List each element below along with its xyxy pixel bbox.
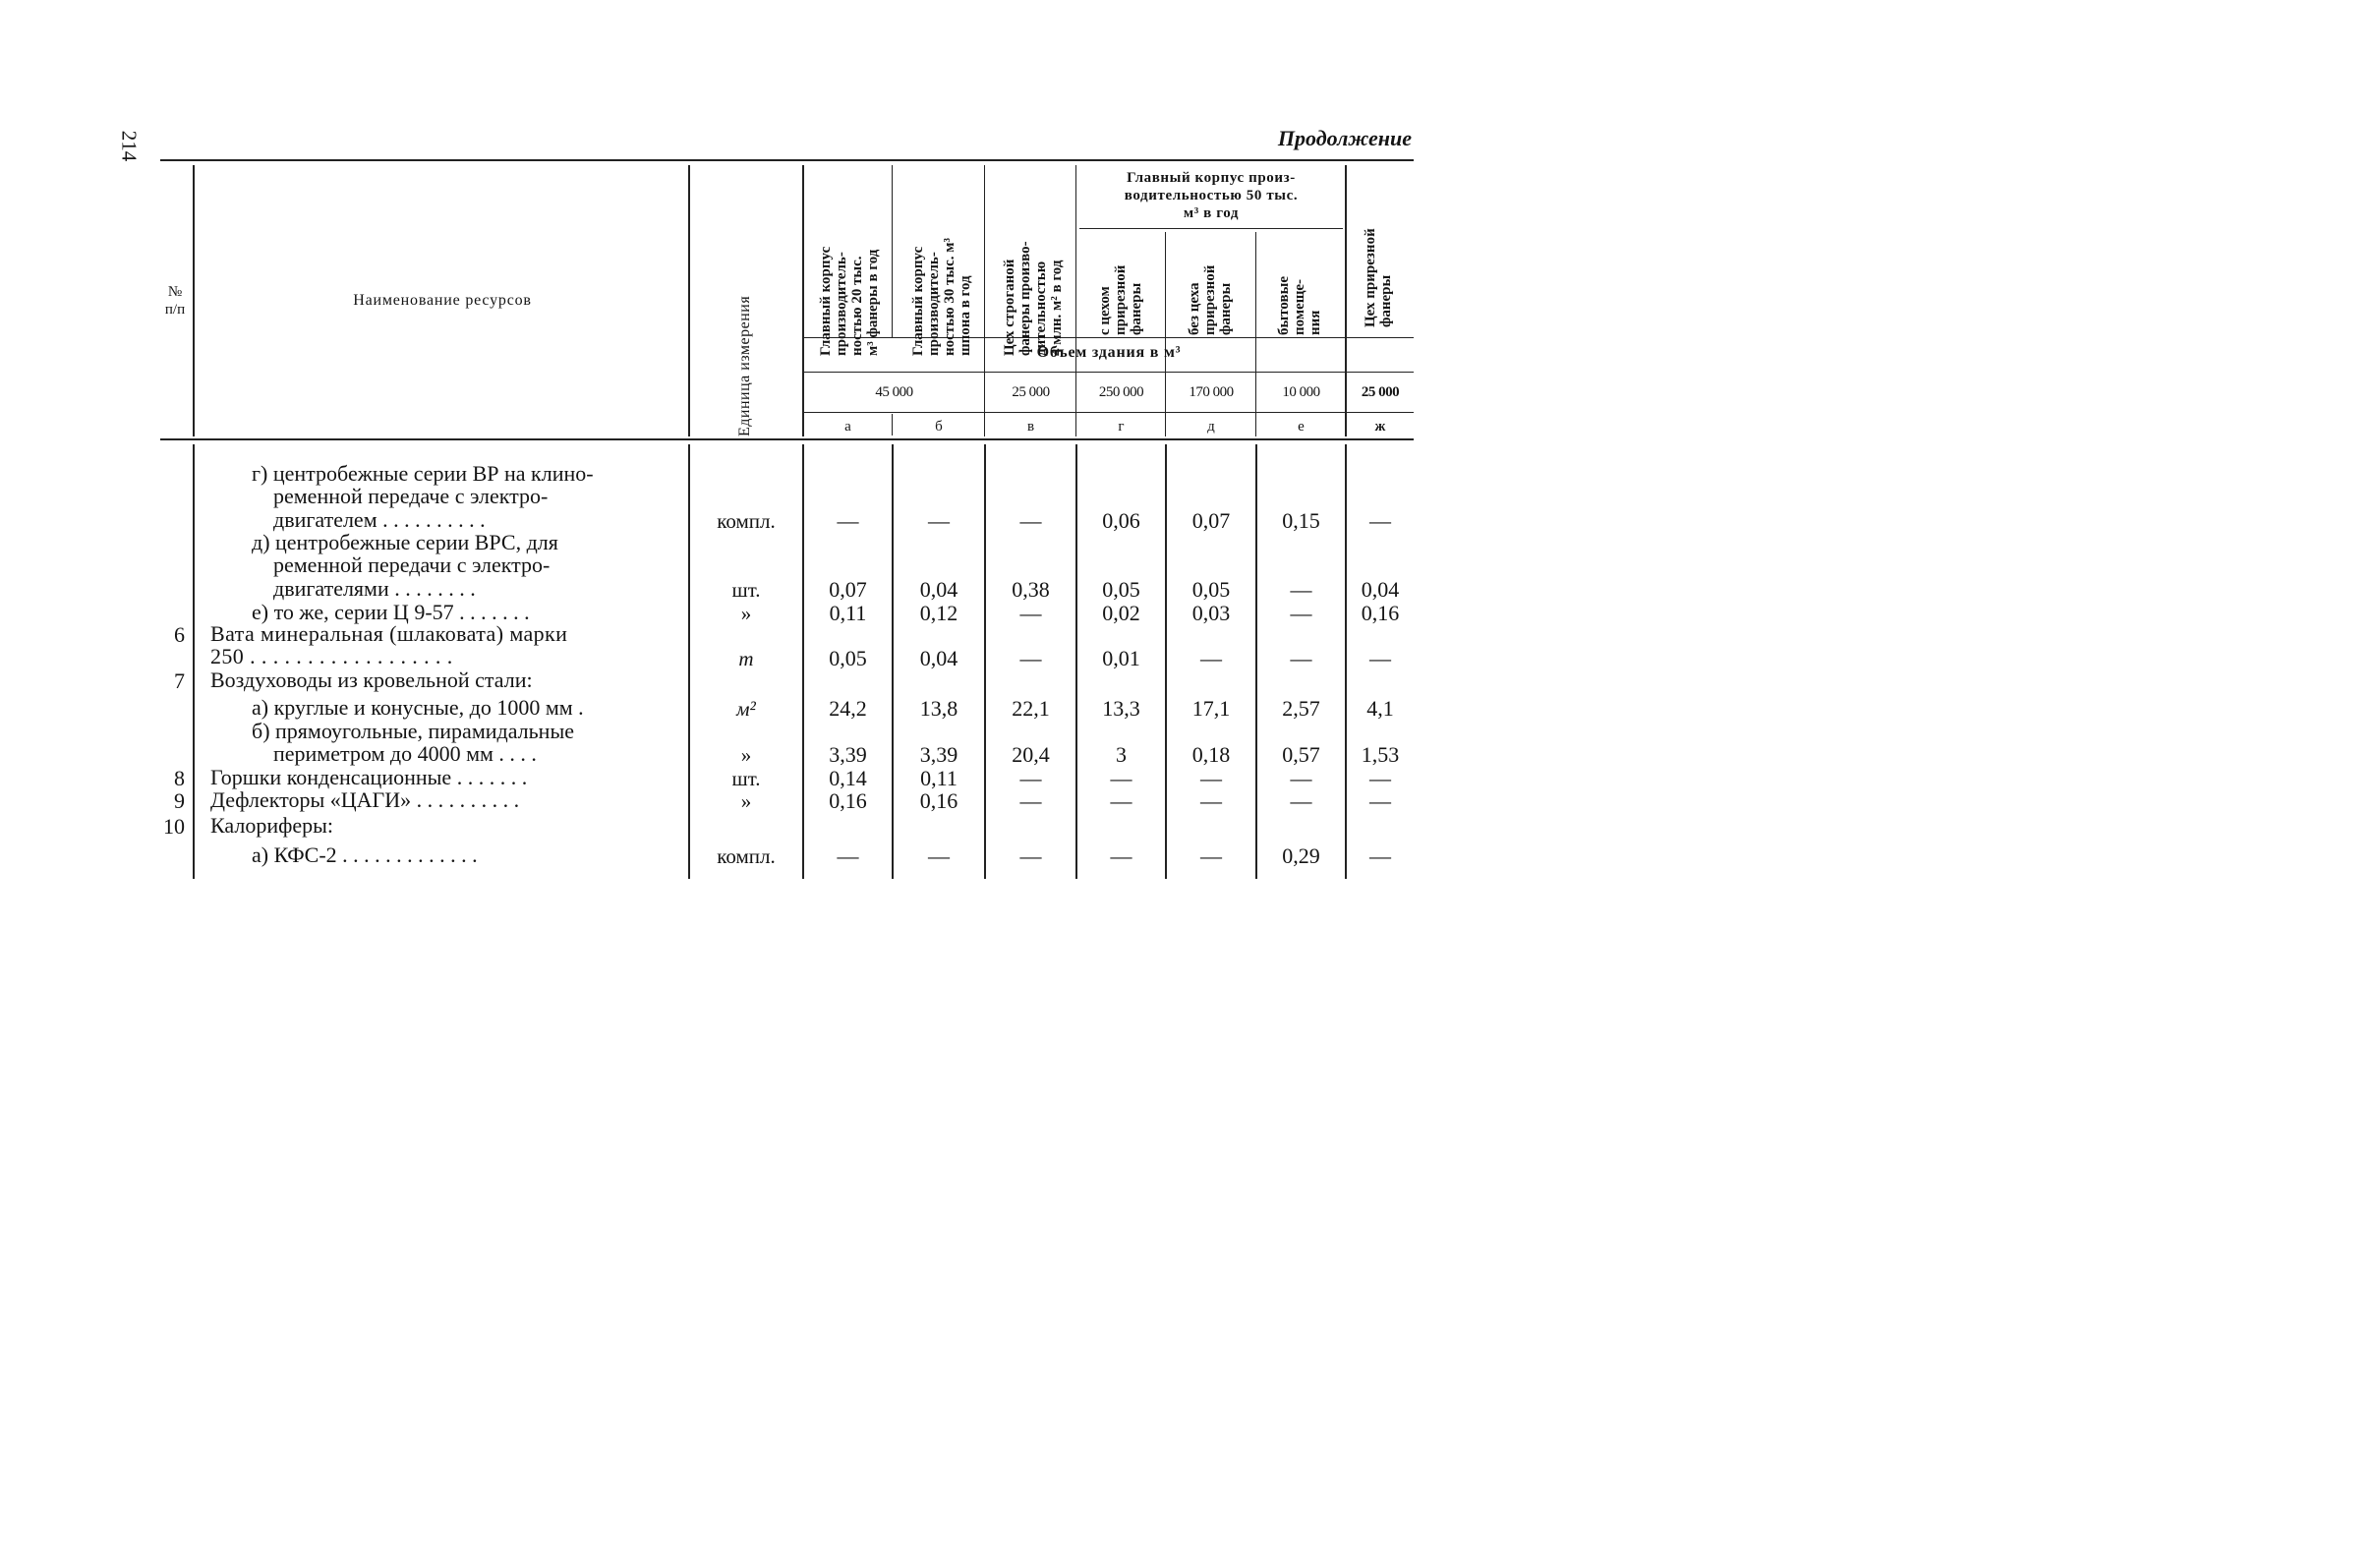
row-value: 3,39 [829, 742, 867, 767]
letters-rule [804, 412, 1414, 413]
col-rule-name [688, 165, 690, 436]
letter-e: е [1298, 419, 1305, 435]
volume-g: 250 000 [1098, 384, 1144, 400]
row-value: 0,01 [1102, 646, 1140, 670]
row-number: 8 [174, 766, 185, 790]
row-value: — [1369, 766, 1391, 790]
header-bottom-rule [160, 438, 1414, 440]
row-value: 0,06 [1102, 508, 1140, 533]
row-value: 0,05 [829, 646, 867, 670]
row-value: 0,16 [1361, 601, 1400, 625]
row-value: 0,38 [1012, 577, 1050, 602]
col-zh-header: Цех прирезной фанеры [1363, 228, 1394, 327]
volume-zh: 25 000 [1361, 384, 1400, 400]
row-value: — [1290, 646, 1312, 670]
row-value: 0,04 [919, 646, 958, 670]
letter-b: б [935, 419, 943, 435]
row-value: 0,02 [1102, 601, 1140, 625]
row-value: — [928, 508, 950, 533]
row-value: — [1200, 843, 1222, 868]
col-rule-b [984, 165, 985, 436]
row-value: — [1019, 646, 1042, 670]
row-value: 0,18 [1191, 742, 1231, 767]
table-top-rule [160, 159, 1414, 161]
row-value: — [1369, 646, 1391, 670]
letter-g: г [1118, 419, 1125, 435]
row-value: 2,57 [1282, 696, 1320, 721]
col-rule-num [193, 165, 195, 436]
row-value: — [1019, 508, 1042, 533]
continuation-label: Продолжение [1277, 126, 1412, 150]
row-number: 10 [163, 814, 185, 839]
letter-a: а [844, 419, 851, 435]
row-value: 0,14 [829, 766, 867, 790]
row-value: 22,1 [1012, 696, 1050, 721]
row-value: 0,07 [1191, 508, 1231, 533]
row-unit: компл. [717, 509, 776, 533]
row-name: е) то же, серии Ц 9-57 . . . . . . . [252, 600, 530, 624]
row-value: — [1369, 508, 1391, 533]
row-number: 7 [174, 668, 185, 693]
col-d-header: без цеха прирезной фанеры [1187, 264, 1234, 335]
row-name: Воздуховоды из кровельной стали: [210, 667, 533, 692]
row-name: Дефлекторы «ЦАГИ» . . . . . . . . . . [210, 787, 520, 812]
volume-top-rule [804, 337, 1414, 338]
row-value: — [1369, 788, 1391, 813]
row-value: 0,04 [919, 577, 958, 602]
row-value: — [1290, 577, 1312, 602]
row-name: б) прямоугольные, пирамидальные периметром до 4000 мм . . . . [252, 719, 575, 767]
row-value: 13,8 [919, 696, 958, 721]
row-value: — [837, 508, 859, 533]
row-name: а) круглые и конусные, до 1000 мм . [252, 695, 584, 720]
num-header: № п/п [164, 284, 186, 318]
row-value: 1,53 [1361, 742, 1400, 767]
row-value: — [1019, 766, 1042, 790]
row-value: — [1019, 843, 1042, 868]
row-name: г) центробежные серии ВР на клино- ременной передаче с электро- двигателем . . . . . . . . . . [252, 461, 594, 532]
row-value: — [1019, 788, 1042, 813]
volume-mid-rule [804, 372, 1414, 373]
group-gde-header: Главный корпус произ- водительностью 50 тыс. м³ в год [1124, 170, 1299, 221]
col-v-header: Цех строганой фанеры произво- дительностью 4 млн. м² в год [1002, 241, 1065, 356]
row-value: 0,15 [1282, 508, 1320, 533]
row-value: — [1019, 601, 1042, 625]
volume-ab: 45 000 [875, 384, 913, 400]
row-value: 3,39 [919, 742, 958, 767]
row-value: — [1110, 843, 1132, 868]
unit-header: Единица измерения [736, 295, 753, 436]
volume-v: 25 000 [1012, 384, 1050, 400]
row-unit: » [740, 743, 752, 767]
row-name: Калориферы: [210, 813, 334, 838]
row-value: 0,07 [829, 577, 867, 602]
row-unit: т [738, 647, 754, 670]
row-value: 17,1 [1191, 696, 1231, 721]
row-value: 0,11 [829, 601, 867, 625]
row-unit: » [740, 789, 752, 813]
group-rule [1079, 228, 1343, 229]
col-rule-a [892, 165, 893, 337]
col-rule-v [1075, 165, 1076, 436]
row-name: Вата минеральная (шлаковата) марки 250 . . . . . . . . . . . . . . . . . . [210, 621, 568, 669]
row-value: — [1200, 646, 1222, 670]
body-rule-num [193, 444, 195, 879]
row-value: 4,1 [1366, 696, 1394, 721]
col-b-header: Главный корпус производитель- ностью 30 тыс. м³ шпона в год [910, 237, 973, 356]
row-value: 0,04 [1361, 577, 1400, 602]
volume-d: 170 000 [1189, 384, 1234, 400]
row-name: а) КФС-2 . . . . . . . . . . . . . [252, 842, 478, 867]
col-rule-a-letter [892, 414, 893, 435]
row-value: 0,05 [1191, 577, 1231, 602]
col-g-header: с цехом прирезной фанеры [1097, 264, 1144, 335]
row-unit: » [740, 602, 752, 625]
name-header: Наименование ресурсов [353, 292, 532, 309]
row-value: 0,16 [919, 788, 958, 813]
row-value: — [928, 843, 950, 868]
row-value: 0,03 [1191, 601, 1231, 625]
col-rule-g [1165, 232, 1166, 436]
row-value: — [1369, 843, 1391, 868]
row-value: 0,11 [920, 766, 958, 790]
page-number: 214 [117, 130, 142, 162]
letter-zh: ж [1374, 419, 1386, 435]
row-number: 9 [174, 788, 185, 813]
row-unit: шт. [731, 578, 761, 602]
col-a-header: Главный корпус производитель- ностью 20 тыс. м³ фанеры в год [818, 246, 881, 356]
row-value: 0,29 [1282, 843, 1320, 868]
row-unit: шт. [731, 767, 761, 790]
col-rule-d [1255, 232, 1256, 436]
row-value: 0,05 [1102, 577, 1140, 602]
volume-label: Объем здания в м³ [1036, 344, 1182, 361]
row-value: 13,3 [1102, 696, 1140, 721]
volume-e: 10 000 [1282, 384, 1320, 400]
row-value: — [1200, 766, 1222, 790]
row-unit: м² [736, 697, 756, 721]
letter-d: д [1207, 419, 1215, 435]
row-value: — [1290, 766, 1312, 790]
row-value: — [1110, 788, 1132, 813]
row-name: д) центробежные серии ВРС, для ременной передачи с электро- двигателями . . . . . . . . [252, 530, 558, 601]
row-value: — [1290, 788, 1312, 813]
row-value: — [1290, 601, 1312, 625]
letter-v: в [1026, 419, 1035, 435]
row-value: — [1110, 766, 1132, 790]
row-value: 0,16 [829, 788, 867, 813]
row-value: 24,2 [829, 696, 867, 721]
row-name: Горшки конденсационные . . . . . . . [210, 765, 528, 789]
row-unit: компл. [717, 844, 776, 868]
row-number: 6 [174, 622, 185, 647]
row-value: 3 [1116, 742, 1127, 767]
row-value: 20,4 [1012, 742, 1050, 767]
col-e-header: бытовые помеще- ния [1276, 276, 1323, 335]
row-value: — [1200, 788, 1222, 813]
row-value: 0,57 [1282, 742, 1320, 767]
row-value: 0,12 [919, 601, 958, 625]
row-value: — [837, 843, 859, 868]
